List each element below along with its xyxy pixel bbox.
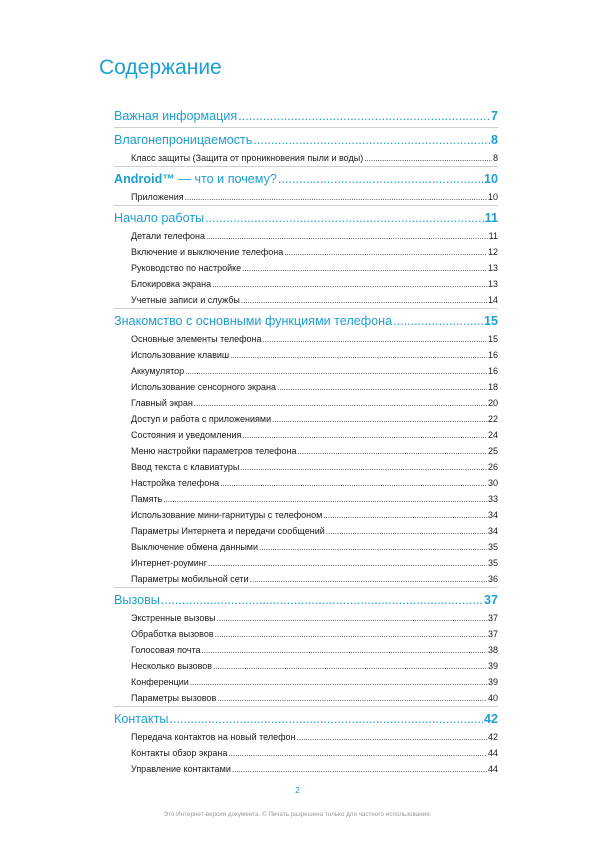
toc-entry-title-rest: — что и почему?: [174, 171, 277, 186]
toc-page-number: 37: [487, 613, 498, 623]
dot-leader: [393, 310, 483, 332]
toc-entry-title: Управление контактами: [131, 764, 231, 774]
dot-leader: [242, 261, 487, 276]
dot-leader: [297, 730, 487, 745]
dot-leader: [217, 691, 487, 706]
toc-section-entry[interactable]: [114, 166, 498, 189]
toc-subsection-entry[interactable]: [114, 610, 498, 626]
toc-entry-title: Передача контактов на новый телефон: [131, 732, 296, 742]
dot-leader: [190, 675, 487, 690]
toc-page-number: 40: [487, 693, 498, 703]
toc-subsection-entry[interactable]: [114, 491, 498, 507]
toc-entry-title: Влагонепроницаемость: [114, 132, 253, 147]
toc-page-number: 16: [487, 366, 498, 376]
toc-entry-title: Память: [131, 494, 163, 504]
dot-leader: [241, 293, 487, 308]
toc-entry-title: Использование мини-гарнитуры с телефоном: [131, 510, 323, 520]
toc-subsection-entry[interactable]: [114, 244, 498, 260]
toc-entry-title: Класс защиты (Защита от проникновения пыли и воды): [131, 153, 364, 163]
dot-leader: [213, 659, 487, 674]
toc-entry-title: Обработка вызовов: [131, 629, 214, 639]
toc-entry-title: Главный экран: [131, 398, 193, 408]
toc-page-number: 14: [487, 295, 498, 305]
toc-page-number: 25: [487, 446, 498, 456]
dot-leader: [185, 190, 487, 205]
toc-page-number: 13: [487, 263, 498, 273]
dot-leader: [215, 627, 487, 642]
toc-entry-title: Параметры Интернета и передачи сообщений: [131, 526, 325, 536]
toc-subsection-entry[interactable]: [114, 555, 498, 571]
toc-subsection-entry[interactable]: [114, 523, 498, 539]
toc-entry-title: Параметры мобильной сети: [131, 574, 249, 584]
toc-entry-title: Экстренные вызовы: [131, 613, 216, 623]
dot-leader: [272, 412, 487, 427]
dot-leader: [364, 151, 492, 166]
toc-subsection-entry[interactable]: [114, 228, 498, 244]
toc-entry-title: Важная информация: [114, 109, 238, 123]
toc-subsection-entry[interactable]: [114, 260, 498, 276]
toc-page-number: 34: [487, 510, 498, 520]
toc-entry-title: Руководство по настройке: [131, 263, 242, 273]
dot-leader: [212, 277, 487, 292]
toc-page-number: 13: [487, 279, 498, 289]
toc-entry-title: Состояния и уведомления: [131, 430, 242, 440]
dot-leader: [259, 540, 487, 555]
dot-leader: [238, 105, 490, 127]
toc-entry-title-bold: Android™: [114, 171, 175, 186]
toc-entry-title: Блокировка экрана: [131, 279, 212, 289]
toc-section-entry[interactable]: [114, 104, 498, 127]
toc-entry-title: Меню настройки параметров телефона: [131, 446, 297, 456]
toc-subsection-entry[interactable]: [114, 539, 498, 555]
toc-entry-title: Контакты: [114, 711, 169, 726]
toc-page-number: 10: [483, 171, 498, 186]
dot-leader: [278, 168, 483, 190]
toc-subsection-entry[interactable]: [114, 761, 498, 777]
dot-leader: [169, 708, 483, 730]
toc-entry-title: Конференции: [131, 677, 189, 687]
toc-entry-title: Интернет-роуминг: [131, 558, 208, 568]
footer-note: Это Интернет-версия документа. © Печать разрешена только для частного использования.: [163, 811, 432, 818]
toc-page-number: 10: [487, 192, 498, 202]
toc-entry-title: Доступ и работа с приложениями: [131, 414, 272, 424]
toc-page-number: 30: [487, 478, 498, 488]
dot-leader: [228, 746, 487, 761]
toc-subsection-entry[interactable]: [114, 411, 498, 427]
toc-page-number: 37: [483, 592, 498, 607]
toc-page-number: 39: [487, 677, 498, 687]
toc-page-number: 22: [487, 414, 498, 424]
toc-page-number: 35: [487, 542, 498, 552]
dot-leader: [206, 229, 488, 244]
toc-page-number: 39: [487, 661, 498, 671]
toc-subsection-entry[interactable]: [114, 331, 498, 347]
page-title: Содержание: [99, 56, 222, 79]
dot-leader: [250, 572, 487, 587]
toc-page-number: 20: [487, 398, 498, 408]
toc-subsection-entry[interactable]: [114, 427, 498, 443]
toc-entry-title: Контакты обзор экрана: [131, 748, 228, 758]
dot-leader: [161, 589, 483, 611]
toc-page-number: 12: [487, 247, 498, 257]
dot-leader: [202, 643, 487, 658]
dot-leader: [323, 508, 487, 523]
toc-entry-title: [114, 168, 277, 190]
toc-subsection-entry[interactable]: [114, 276, 498, 292]
toc-page-number: 34: [487, 526, 498, 536]
toc-entry-title: Выключение обмена данными: [131, 542, 259, 552]
toc-subsection-entry[interactable]: [114, 507, 498, 523]
toc-page-number: 7: [490, 109, 498, 123]
toc-subsection-entry[interactable]: [114, 658, 498, 674]
dot-leader: [232, 762, 487, 777]
toc-entry-title: Начало работы: [114, 210, 205, 225]
toc-entry-title: Параметры вызовов: [131, 693, 217, 703]
toc-page-number: 24: [487, 430, 498, 440]
toc-page-number: 8: [492, 153, 498, 163]
dot-leader: [284, 245, 487, 260]
toc-subsection-entry[interactable]: [114, 690, 498, 706]
table-of-contents: [114, 104, 498, 777]
toc-page-number: 11: [488, 231, 498, 241]
toc-subsection-entry[interactable]: [114, 292, 498, 308]
dot-leader: [208, 556, 487, 571]
toc-subsection-entry[interactable]: [114, 347, 498, 363]
toc-page-number: 42: [487, 732, 498, 742]
toc-page-number: 44: [487, 764, 498, 774]
dot-leader: [253, 129, 490, 151]
toc-page-number: 37: [487, 629, 498, 639]
toc-subsection-entry[interactable]: [114, 363, 498, 379]
toc-subsection-entry[interactable]: [114, 475, 498, 491]
dot-leader: [277, 380, 487, 395]
dot-leader: [220, 476, 487, 491]
toc-page-number: 26: [487, 462, 498, 472]
toc-page-number: 15: [487, 334, 498, 344]
toc-subsection-entry[interactable]: [114, 189, 498, 205]
toc-page-number: 15: [483, 313, 498, 328]
dot-leader: [326, 524, 487, 539]
dot-leader: [185, 364, 487, 379]
toc-subsection-entry[interactable]: [114, 150, 498, 166]
toc-entry-title: Несколько вызовов: [131, 661, 213, 671]
toc-section-entry[interactable]: [114, 205, 498, 228]
toc-entry-title: Ввод текста с клавиатуры: [131, 462, 240, 472]
toc-subsection-entry[interactable]: [114, 642, 498, 658]
toc-section-entry[interactable]: [114, 308, 498, 331]
toc-entry-title: Вызовы: [114, 592, 160, 607]
dot-leader: [217, 611, 487, 626]
toc-page-number: 42: [483, 711, 498, 726]
toc-page-number: 33: [487, 494, 498, 504]
toc-entry-title: Детали телефона: [131, 231, 205, 241]
toc-subsection-entry[interactable]: [114, 459, 498, 475]
toc-entry-title: Основные элементы телефона: [131, 334, 262, 344]
toc-subsection-entry[interactable]: [114, 745, 498, 761]
toc-entry-title: Настройка телефона: [131, 478, 220, 488]
toc-page-number: 8: [490, 132, 498, 147]
dot-leader: [298, 444, 487, 459]
dot-leader: [242, 428, 487, 443]
toc-subsection-entry[interactable]: [114, 571, 498, 587]
toc-section-entry[interactable]: [114, 706, 498, 729]
toc-subsection-entry[interactable]: [114, 729, 498, 745]
toc-entry-title: Голосовая почта: [131, 645, 201, 655]
toc-entry-title: Аккумулятор: [131, 366, 185, 376]
page-number: 2: [295, 785, 300, 795]
toc-section-entry[interactable]: [114, 127, 498, 150]
toc-entry-title: Использование сенсорного экрана: [131, 382, 276, 392]
toc-page-number: 11: [484, 210, 498, 225]
dot-leader: [240, 460, 487, 475]
toc-entry-title: Знакомство с основными функциями телефона: [114, 313, 393, 328]
toc-entry-title: Приложения: [131, 192, 184, 202]
toc-section-entry[interactable]: [114, 587, 498, 610]
dot-leader: [230, 348, 487, 363]
dot-leader: [163, 492, 487, 507]
toc-page-number: 44: [487, 748, 498, 758]
dot-leader: [262, 332, 487, 347]
toc-entry-title: Использование клавиш: [131, 350, 230, 360]
toc-page-number: 38: [487, 645, 498, 655]
toc-entry-title: Учетные записи и службы: [131, 295, 240, 305]
toc-page-number: 35: [487, 558, 498, 568]
toc-subsection-entry[interactable]: [114, 395, 498, 411]
toc-subsection-entry[interactable]: [114, 443, 498, 459]
toc-page-number: 18: [487, 382, 498, 392]
toc-page-number: 16: [487, 350, 498, 360]
toc-subsection-entry[interactable]: [114, 626, 498, 642]
dot-leader: [194, 396, 487, 411]
toc-page-number: 36: [487, 574, 498, 584]
dot-leader: [205, 207, 484, 229]
toc-subsection-entry[interactable]: [114, 674, 498, 690]
toc-subsection-entry[interactable]: [114, 379, 498, 395]
toc-entry-title: Включение и выключение телефона: [131, 247, 284, 257]
